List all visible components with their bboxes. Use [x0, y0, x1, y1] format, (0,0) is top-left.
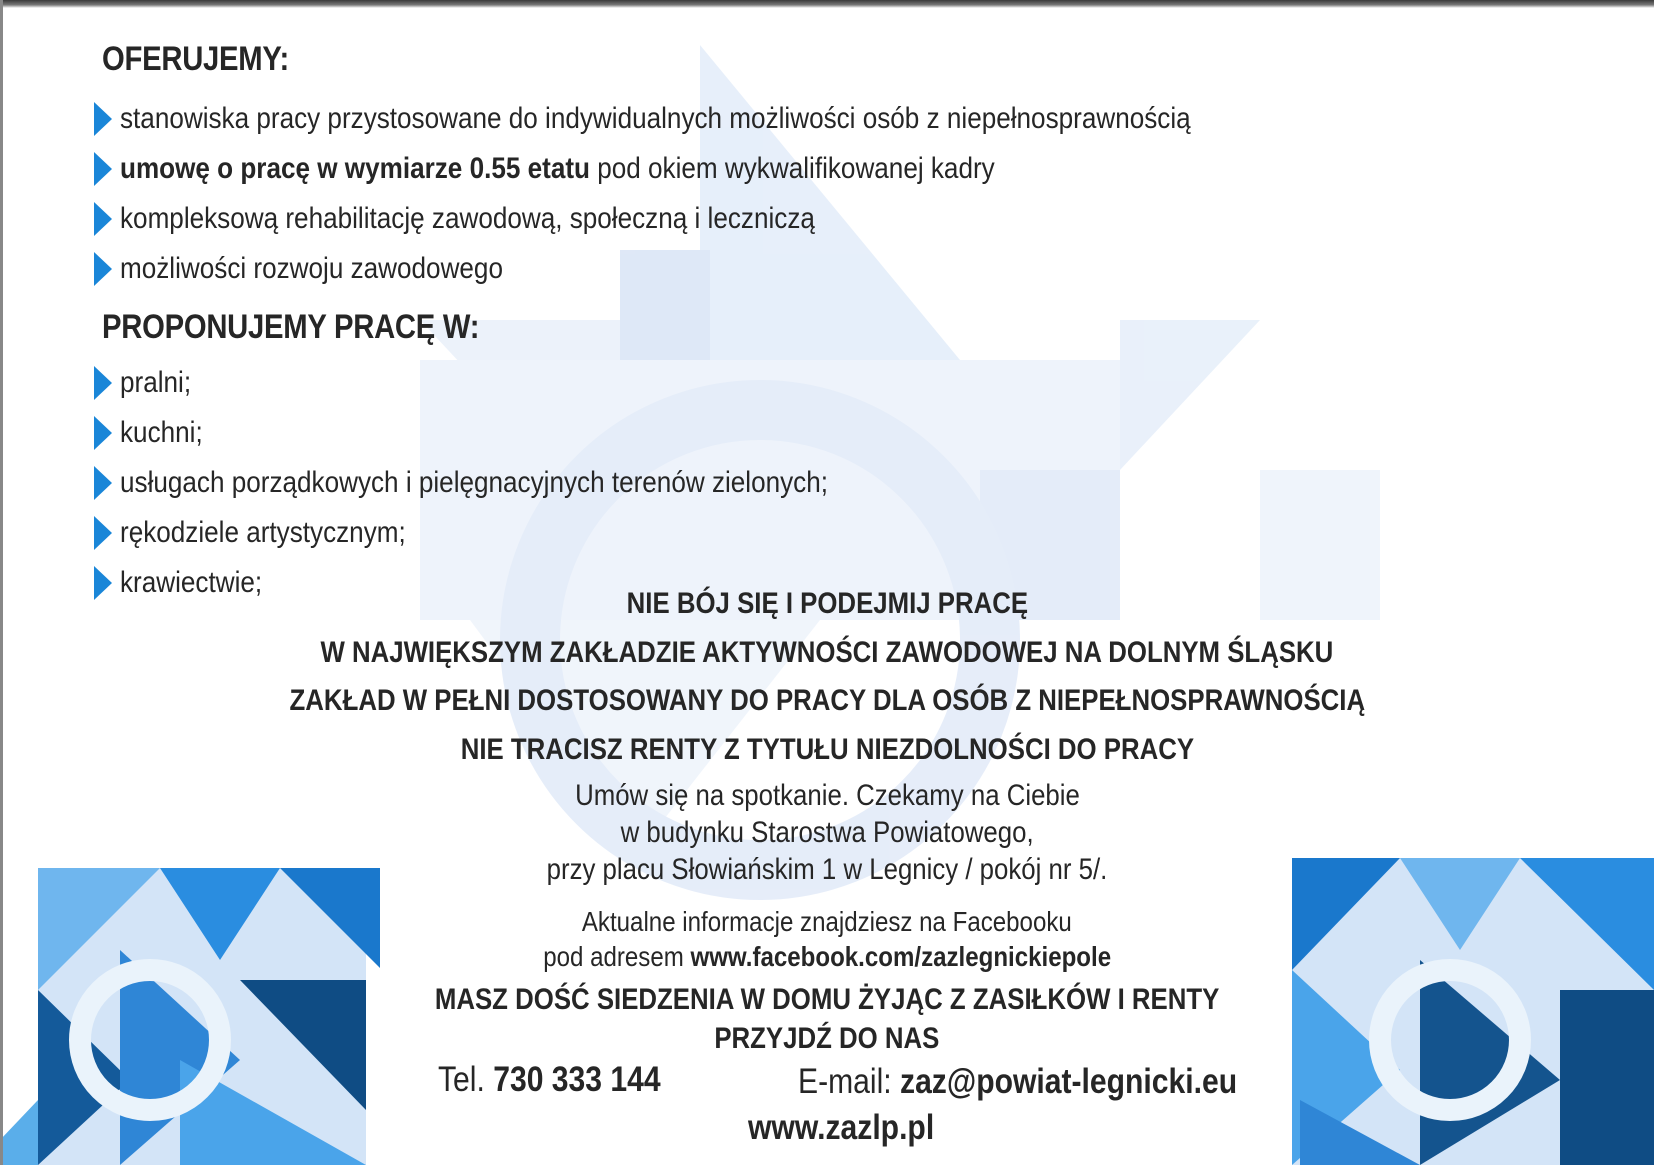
meeting-line-3: przy placu Słowiańskim 1 w Legnicy / pokój nr 5/.: [546, 853, 1108, 886]
triangle-bullet-icon: [94, 252, 112, 286]
phone-line: [438, 1060, 661, 1100]
list-item-text: rękodziele artystycznym;: [120, 516, 406, 549]
message-line-2: W NAJWIĘKSZYM ZAKŁADZIE AKTYWNOŚCI ZAWODOWEJ NA DOLNYM ŚLĄSKU: [320, 636, 1334, 669]
email-label: E-mail:: [798, 1062, 901, 1101]
phone-number[interactable]: 730 333 144: [493, 1060, 661, 1099]
triangle-bullet-icon: [94, 102, 112, 136]
triangle-bullet-icon: [94, 152, 112, 186]
triangle-bullet-icon: [94, 466, 112, 500]
offer-heading: OFERUJEMY:: [102, 40, 289, 78]
list-item-text: umowę o pracę w wymiarze 0.55 etatu pod okiem wykwalifikowanej kadry: [120, 152, 995, 185]
message-line-3: ZAKŁAD W PEŁNI DOSTOSOWANY DO PRACY DLA OSÓB Z NIEPEŁNOSPRAWNOŚCIĄ: [289, 684, 1365, 717]
list-item-text: możliwości rozwoju zawodowego: [120, 252, 503, 285]
email-address[interactable]: zaz@powiat-legnicki.eu: [900, 1062, 1238, 1101]
meeting-line-2: w budynku Starostwa Powiatowego,: [620, 816, 1034, 849]
message-block: [200, 0, 1454, 1165]
website-link[interactable]: www.zazlp.pl: [748, 1108, 935, 1147]
triangle-bullet-icon: [94, 366, 112, 400]
phone-label: Tel.: [438, 1060, 494, 1099]
triangle-bullet-icon: [94, 416, 112, 450]
list-item-text: pralni;: [120, 366, 192, 399]
triangle-bullet-icon: [94, 566, 112, 600]
message-line-4: NIE TRACISZ RENTY Z TYTUŁU NIEZDOLNOŚCI DO PRACY: [460, 733, 1194, 766]
list-item-text: stanowiska pracy przystosowane do indywidualnych możliwości osób z niepełnosprawnością: [120, 102, 1191, 135]
facebook-line-1: Aktualne informacje znajdziesz na Facebooku: [582, 906, 1072, 937]
triangle-bullet-icon: [94, 202, 112, 236]
facebook-line-2: [200, 941, 1454, 973]
email-line: [798, 1062, 1237, 1102]
cta-line-1: MASZ DOŚĆ SIEDZENIA W DOMU ŻYJĄC Z ZASIŁKÓW I RENTY: [434, 983, 1220, 1016]
work-heading: PROPONUJEMY PRACĘ W:: [102, 308, 480, 346]
list-item-text: kompleksową rehabilitację zawodową, społeczną i leczniczą: [120, 202, 815, 235]
list-item-text: usługach porządkowych i pielęgnacyjnych terenów zielonych;: [120, 466, 829, 499]
facebook-prefix: pod adresem: [543, 941, 691, 972]
triangle-bullet-icon: [94, 516, 112, 550]
facebook-link[interactable]: www.facebook.com/zazlegnickiepole: [690, 941, 1111, 972]
meeting-line-1: Umów się na spotkanie. Czekamy na Ciebie: [574, 779, 1080, 812]
list-item-text: kuchni;: [120, 416, 203, 449]
list-item-text: krawiectwie;: [120, 566, 263, 599]
cta-line-2: PRZYJDŹ DO NAS: [714, 1022, 940, 1055]
message-line-1: NIE BÓJ SIĘ I PODEJMIJ PRACĘ: [626, 587, 1028, 620]
scan-left-edge: [0, 0, 3, 1165]
